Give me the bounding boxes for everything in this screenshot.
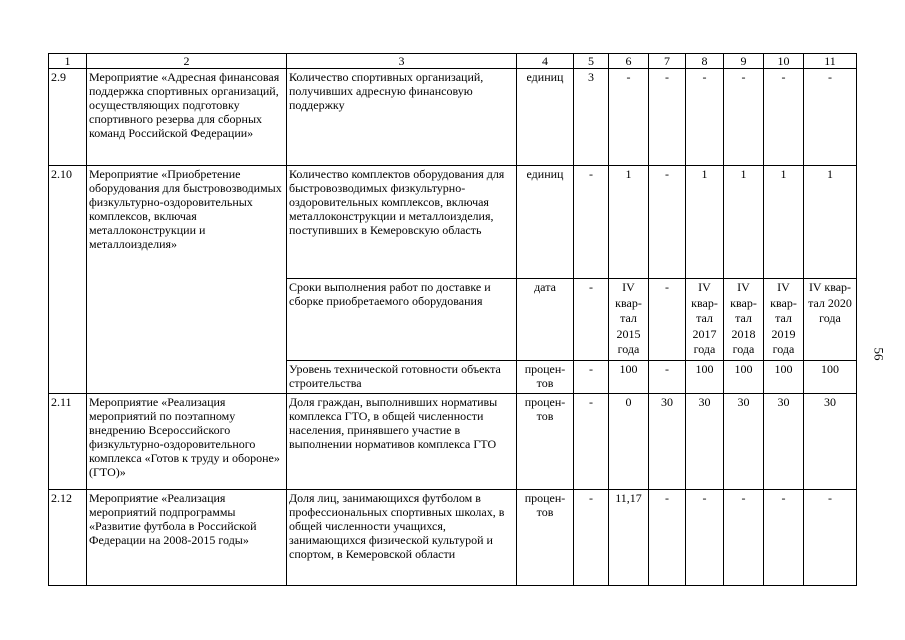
unit-cell: единиц	[517, 166, 574, 279]
value-cell: 1	[724, 166, 764, 279]
value-cell: -	[649, 166, 686, 279]
row-number: 2.12	[49, 490, 87, 586]
value-cell: -	[649, 69, 686, 166]
value-cell: -	[724, 490, 764, 586]
value-cell: 100	[686, 361, 724, 394]
value-cell: -	[574, 490, 609, 586]
value-cell: -	[686, 490, 724, 586]
value-cell: -	[649, 279, 686, 361]
value-cell: -	[574, 394, 609, 490]
value-cell: 1	[609, 166, 649, 279]
unit-cell: процен-тов	[517, 394, 574, 490]
value-cell: -	[574, 279, 609, 361]
col-header: 5	[574, 54, 609, 69]
col-header: 11	[804, 54, 857, 69]
table-row	[49, 490, 857, 586]
row-number: 2.10	[49, 166, 87, 394]
value-cell: 100	[609, 361, 649, 394]
col-header: 9	[724, 54, 764, 69]
row-number: 2.11	[49, 394, 87, 490]
col-header: 3	[287, 54, 517, 69]
value-cell: 3	[574, 69, 609, 166]
value-cell: IV квар-тал 2015 года	[609, 279, 649, 361]
value-cell: 30	[764, 394, 804, 490]
table-row	[49, 394, 857, 490]
header-row	[49, 54, 857, 69]
unit-cell: процен-тов	[517, 490, 574, 586]
measure-cell: Мероприятие «Адресная финансовая поддержка спортивных организаций, осуществляющих подготовку спортивного резерва для сборных команд Российской Федерации»	[87, 69, 287, 166]
col-header: 8	[686, 54, 724, 69]
table-row	[49, 69, 857, 166]
col-header: 7	[649, 54, 686, 69]
value-cell: 100	[804, 361, 857, 394]
value-cell: 30	[686, 394, 724, 490]
indicator-cell: Доля лиц, занимающихся футболом в профессиональных спортивных школах, в общей численности учащихся, занимающихся физической культурой и спортом, в Кемеровской области	[287, 490, 517, 586]
value-cell: 30	[724, 394, 764, 490]
value-cell: 0	[609, 394, 649, 490]
value-cell: -	[574, 361, 609, 394]
indicators-table	[48, 53, 857, 586]
value-cell: 1	[764, 166, 804, 279]
measure-cell: Мероприятие «Реализация мероприятий по поэтапному внедрению Всероссийского физкультурно-оздоровительного комплекса «Готов к труду и обороне» (ГТО)»	[87, 394, 287, 490]
value-cell: -	[724, 69, 764, 166]
indicator-cell: Количество спортивных организаций, получивших адресную финансовую поддержку	[287, 69, 517, 166]
unit-cell: дата	[517, 279, 574, 361]
value-cell: -	[764, 490, 804, 586]
value-cell: -	[764, 69, 804, 166]
measure-cell: Мероприятие «Реализация мероприятий подпрограммы «Развитие футбола в Российской Федерации на 2008-2015 годы»	[87, 490, 287, 586]
col-header: 10	[764, 54, 804, 69]
value-cell: -	[686, 69, 724, 166]
value-cell: 100	[764, 361, 804, 394]
page-number: 56	[871, 347, 887, 361]
value-cell: 30	[649, 394, 686, 490]
col-header: 1	[49, 54, 87, 69]
value-cell: 11,17	[609, 490, 649, 586]
col-header: 2	[87, 54, 287, 69]
col-header: 6	[609, 54, 649, 69]
value-cell: IV квар-тал 2020 года	[804, 279, 857, 361]
col-header: 4	[517, 54, 574, 69]
table-row	[49, 166, 857, 279]
indicator-cell: Уровень технической готовности объекта строительства	[287, 361, 517, 394]
value-cell: IV квар-тал 2019 года	[764, 279, 804, 361]
value-cell: -	[574, 166, 609, 279]
indicator-cell: Количество комплектов оборудования для быстровозводимых физкультурно-оздоровительных комплексов, включая металлоконструкции и металлоизделия, поступивших в Кемеровскую область	[287, 166, 517, 279]
value-cell: 100	[724, 361, 764, 394]
value-cell: IV квар-тал 2017 года	[686, 279, 724, 361]
indicator-cell: Доля граждан, выполнивших нормативы комплекса ГТО, в общей численности населения, принявшего участие в выполнении нормативов комплекса ГТО	[287, 394, 517, 490]
value-cell: -	[609, 69, 649, 166]
value-cell: 30	[804, 394, 857, 490]
row-number: 2.9	[49, 69, 87, 166]
indicator-cell: Сроки выполнения работ по доставке и сборке приобретаемого оборудования	[287, 279, 517, 361]
value-cell: -	[804, 69, 857, 166]
value-cell: -	[649, 361, 686, 394]
value-cell: 1	[804, 166, 857, 279]
unit-cell: процен-тов	[517, 361, 574, 394]
value-cell: IV квар-тал 2018 года	[724, 279, 764, 361]
value-cell: -	[804, 490, 857, 586]
value-cell: -	[649, 490, 686, 586]
unit-cell: единиц	[517, 69, 574, 166]
value-cell: 1	[686, 166, 724, 279]
measure-cell: Мероприятие «Приобретение оборудования для быстровозводимых физкультурно-оздоровительных комплексов, включая металлоконструкции и металлоизделия»	[87, 166, 287, 394]
